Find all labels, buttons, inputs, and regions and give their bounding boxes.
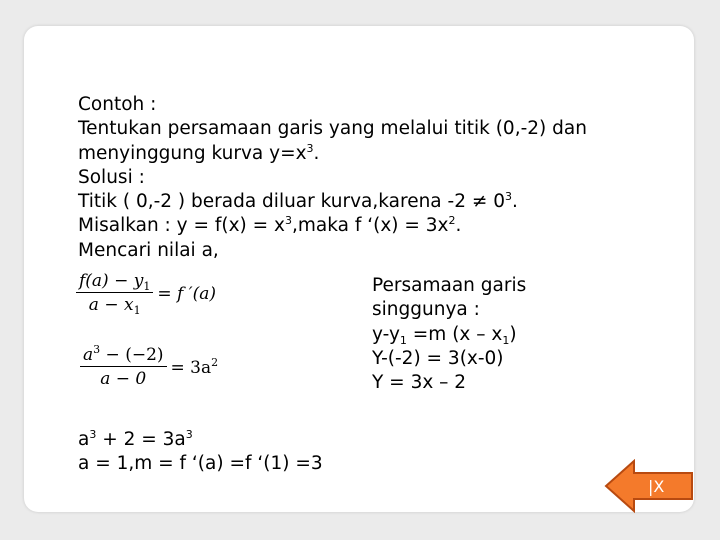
nav-label: |X [648, 477, 665, 496]
slope-formula-2: $\frac{a^3 - (-2)}{a - 0}$ = $3a^2$ [80, 344, 218, 391]
solve-a: $a^3 + 2 = 3a^3$ a = 1,m = f ‘(a) =f ‘(1) =3 [78, 428, 323, 475]
solution-line-1: Titik ( 0,-2 ) berada diluar kurva,karena $-2 \ne 0^3$. [78, 190, 518, 213]
example-heading: Contoh : [78, 94, 157, 115]
solution-heading: Solusi : [78, 166, 145, 188]
problem-text [78, 93, 587, 263]
tangent-equation: Persamaan garis singgunya : $y-y_1 =m$ $(x - x_1)$ Y-(-2) = 3(x-0) Y = 3x – 2 [372, 275, 527, 394]
solution-line-3: Mencari nilai a, [78, 239, 219, 261]
slope-formula-1: $\frac{f(a) - y_1}{a - x_1}$ = f ′(a) [76, 270, 216, 317]
problem-line-1: Tentukan persamaan garis yang melalui titik (0,-2) dan [78, 118, 587, 140]
back-arrow-button[interactable] [604, 459, 696, 513]
problem-line-2: menyinggung kurva $y=x^3$. [78, 141, 320, 164]
solution-line-2: Misalkan : $y = f(x) = x^3,maka$ f ‘$(x) = 3x^2$. [78, 214, 462, 237]
